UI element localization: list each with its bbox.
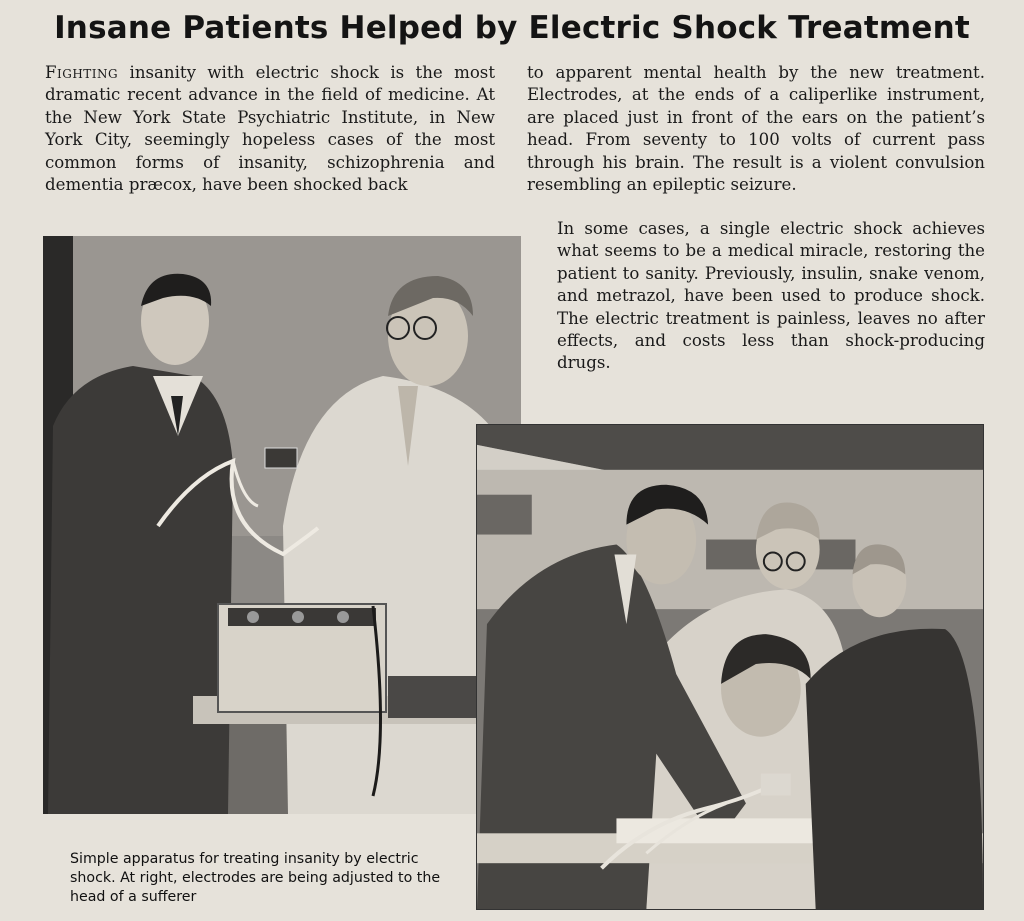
article-column-left [45,62,495,196]
photo-treatment-image [477,425,983,909]
article-paragraph-1: insanity with electric shock is the most dramatic recent advance in the field of medicine. At the New York State Psychiatric Institute, in New York City, seemingly hopeless cases of the most common forms of insanity, schizophrenia and dementia præcox, have been shocked back [45,63,495,195]
photo-apparatus [43,236,521,814]
photo-apparatus-image [43,236,521,814]
article-paragraph-3: In some cases, a single electric shock achieves what seems to be a medical miracle, restoring the patient to sanity. Previously, insulin, snake venom, and metrazol, have been used to produce shock. The electric treatment is painless, leaves no after effects, and costs less than shock-producing drugs. [557,219,985,373]
lead-in-smallcaps: Fighting [45,63,119,82]
photo-treatment [476,424,984,910]
article-paragraph-2: to apparent mental health by the new treatment. Electrodes, at the ends of a caliperlike instrument, are placed just in front of the ears on the patient’s head. From seventy to 100 volts of current pass through his brain. The result is a violent convulsion resembling an epileptic seizure. [527,63,985,195]
headline: Insane Patients Helped by Electric Shock Treatment [54,10,970,46]
photo-caption: Simple apparatus for treating insanity by electric shock. At right, electrodes are being adjusted to the head of a sufferer [70,851,441,905]
